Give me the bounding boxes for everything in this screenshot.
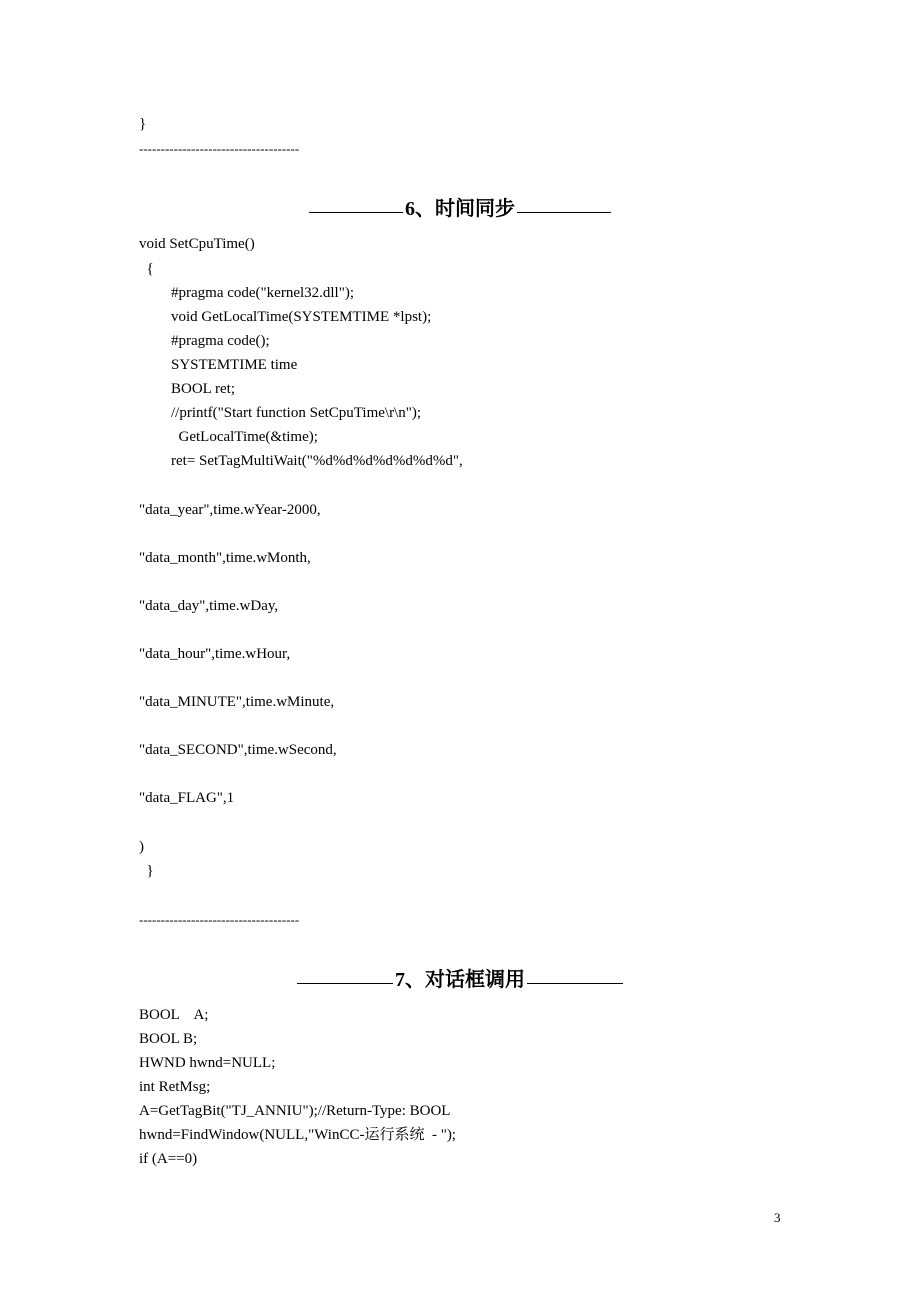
heading-left-rule <box>309 212 403 213</box>
section-6-heading <box>0 196 920 222</box>
code-line: //printf("Start function SetCpuTime\r\n"); <box>171 405 422 421</box>
section-7-heading <box>0 967 920 993</box>
page-number: 3 <box>774 1210 781 1225</box>
code-line: "data_month",time.wMonth, <box>139 550 311 566</box>
separator-rule: ------------------------------------- <box>139 912 300 927</box>
section-6-title: 6、时间同步 <box>405 198 515 220</box>
heading-left-rule <box>297 983 393 984</box>
code-line: ret= SetTagMultiWait("%d%d%d%d%d%d%d", <box>171 453 463 469</box>
heading-right-rule <box>517 212 611 213</box>
code-line: "data_FLAG",1 <box>139 790 235 806</box>
code-line: SYSTEMTIME time <box>171 357 298 373</box>
code-line: "data_hour",time.wHour, <box>139 646 291 662</box>
code-line: HWND hwnd=NULL; <box>139 1055 276 1071</box>
code-line: void SetCpuTime() <box>139 236 255 252</box>
code-line: int RetMsg; <box>139 1079 211 1095</box>
code-line: hwnd=FindWindow(NULL,"WinCC-运行系统 - "); <box>139 1127 456 1143</box>
code-line: ) <box>139 839 144 855</box>
code-line: BOOL ret; <box>171 381 236 397</box>
heading-right-rule <box>527 983 623 984</box>
separator-rule: ------------------------------------- <box>139 141 300 156</box>
section-7-title: 7、对话框调用 <box>395 969 525 991</box>
code-line: "data_day",time.wDay, <box>139 598 279 614</box>
code-line: { <box>139 261 154 277</box>
code-line: #pragma code(); <box>171 333 270 349</box>
code-line: BOOL B; <box>139 1031 198 1047</box>
code-line: "data_year",time.wYear-2000, <box>139 502 321 518</box>
code-line: A=GetTagBit("TJ_ANNIU");//Return-Type: BOOL <box>139 1103 451 1119</box>
code-line: "data_MINUTE",time.wMinute, <box>139 694 335 710</box>
code-line: BOOL A; <box>139 1007 209 1023</box>
code-line: #pragma code("kernel32.dll"); <box>171 285 355 301</box>
code-line: } <box>139 863 154 879</box>
code-line: GetLocalTime(&time); <box>171 429 318 445</box>
closing-brace: } <box>139 116 147 132</box>
code-line: void GetLocalTime(SYSTEMTIME *lpst); <box>171 309 432 325</box>
code-line: "data_SECOND",time.wSecond, <box>139 742 337 758</box>
code-line: if (A==0) <box>139 1151 198 1167</box>
